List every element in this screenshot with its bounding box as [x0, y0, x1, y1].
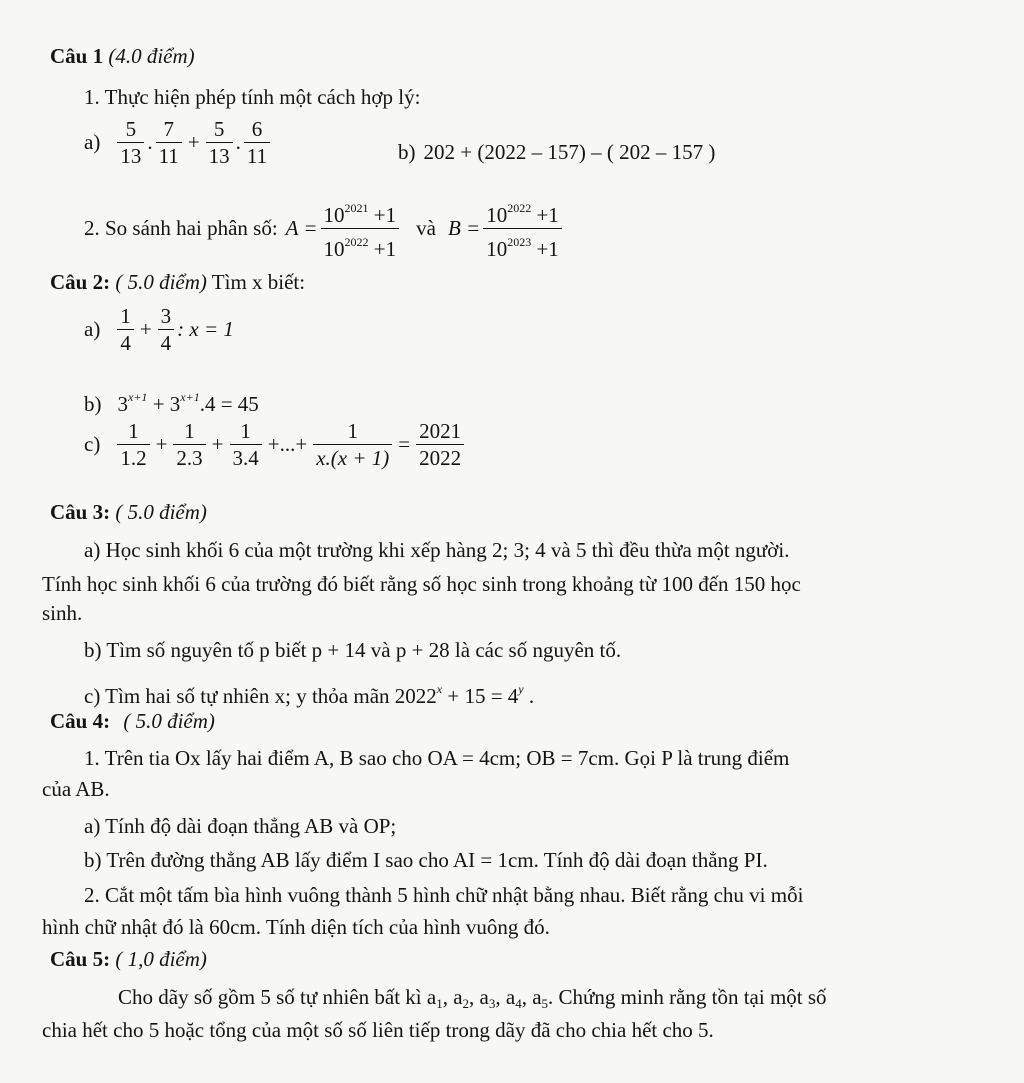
- q4-b-line: b) Trên đường thẳng AB lấy điểm I sao cho AI = 1cm. Tính độ dài đoạn thẳng PI.: [84, 848, 768, 872]
- q5-heading: [50, 947, 207, 971]
- q2-c-label: c): [84, 432, 101, 456]
- q2-a-tail: : x = 1: [177, 317, 234, 341]
- q1-A-lhs: A =: [285, 216, 318, 240]
- q1-B-lhs: B =: [447, 216, 481, 240]
- q3-b-line: b) Tìm số nguyên tố p biết p + 14 và p + 28 là các số nguyên tố.: [84, 638, 622, 662]
- q5-line1: Cho dãy số gồm 5 số tự nhiên bất kì $a_1$, $a_2$, $a_3$, $a_4$, $a_5$. Chứng minh rằng tồn tại một số: [118, 985, 827, 1011]
- q4-a-line: a) Tính độ dài đoạn thẳng AB và OP;: [84, 814, 397, 838]
- q5-line2: chia hết cho 5 hoặc tổng của một số số liên tiếp trong dãy đã cho chia hết cho 5.: [42, 1018, 714, 1042]
- q4-p1-line1: 1. Trên tia Ox lấy hai điểm A, B sao cho OA = 4cm; OB = 7cm. Gọi P là trung điểm: [84, 746, 790, 770]
- q4-header: Câu 4:: [50, 709, 111, 733]
- q2-b-expression: b) $3^{x+1} + 3^{x+1}.4 = 45$: [84, 390, 259, 416]
- q2-a-frac2: $\frac{3}{4}$: [158, 305, 175, 354]
- q2-b-label: b): [84, 392, 102, 416]
- q1-a-expression: [84, 118, 273, 167]
- q1-a-frac3: $\frac{5}{13}$: [206, 118, 233, 167]
- q2-a-expression: [84, 305, 234, 354]
- q1-A-fraction: $\frac{10^{2021} +1}{10^{2022} +1}$: [321, 197, 400, 260]
- q3-c-line: c) Tìm hai số tự nhiên x; y thỏa mãn $2022^x + 15 = 4^y$ .: [84, 682, 535, 708]
- q2-points: ( 5.0 điểm): [115, 270, 207, 294]
- q3-header: Câu 3:: [50, 500, 111, 524]
- q1-item2-expression: [84, 197, 565, 260]
- q3-points: ( 5.0 điểm): [115, 500, 207, 524]
- q1-and: và: [416, 216, 436, 240]
- q1-points: (4.0 điểm): [108, 44, 195, 68]
- q4-heading: [50, 709, 215, 733]
- q2-header: Câu 2:: [50, 270, 111, 294]
- q2-heading: [50, 270, 305, 294]
- q2-task: Tìm x biết:: [206, 270, 306, 294]
- q2-a-label: a): [84, 317, 101, 341]
- q1-a-plus: +: [187, 130, 200, 154]
- q1-a-label: a): [84, 130, 101, 154]
- q3-a-line3: sinh.: [42, 601, 83, 625]
- q1-heading: [50, 44, 195, 68]
- q4-p1-line2: của AB.: [42, 777, 110, 801]
- q5-points: ( 1,0 điểm): [115, 947, 207, 971]
- q3-a-line2: Tính học sinh khối 6 của trường đó biết rằng số học sinh trong khoảng từ 100 đến 150 học: [42, 572, 801, 596]
- q4-p2-line1: 2. Cắt một tấm bìa hình vuông thành 5 hình chữ nhật bằng nhau. Biết rằng chu vi mỗi: [84, 883, 804, 907]
- q1-B-fraction: $\frac{10^{2022} +1}{10^{2023} +1}$: [483, 197, 562, 260]
- q1-a-frac1: $\frac{5}{13}$: [117, 118, 144, 167]
- q1-b-label: b): [398, 140, 416, 164]
- q1-item1: 1. Thực hiện phép tính một cách hợp lý:: [84, 85, 421, 109]
- q2-c-frac4: $\frac{1}{x.(x + 1)}$: [313, 420, 392, 469]
- q2-a-plus: +: [139, 317, 152, 341]
- q1-a-frac4: $\frac{6}{11}$: [244, 118, 270, 167]
- q1-item2-text: 2. So sánh hai phân số:: [84, 216, 278, 240]
- q2-c-frac2: $\frac{1}{2.3}$: [173, 420, 205, 469]
- q2-c-frac1: $\frac{1}{1.2}$: [117, 420, 149, 469]
- q2-c-expression: c) $\frac{1}{1.2}$ + $\frac{1}{2.3}$ + $\frac{1}{3.4}$ +...+ $\frac{1}{x.(x + 1)}$ = $\frac{2021}{2022}$: [84, 420, 467, 469]
- q2-a-frac1: $\frac{1}{4}$: [117, 305, 134, 354]
- q1-a-dot2: .: [235, 130, 241, 154]
- q5-header: Câu 5:: [50, 947, 111, 971]
- q3-a-line1: a) Học sinh khối 6 của một trường khi xếp hàng 2; 3; 4 và 5 thì đều thừa một người.: [84, 538, 790, 562]
- q4-points: ( 5.0 điểm): [123, 709, 215, 733]
- q2-c-frac3: $\frac{1}{3.4}$: [230, 420, 262, 469]
- q2-c-frac5: $\frac{2021}{2022}$: [416, 420, 464, 469]
- q3-heading: [50, 500, 207, 524]
- q1-a-dot1: .: [147, 130, 153, 154]
- q2-c-ellipsis: +...+: [267, 432, 308, 456]
- q1-header: Câu 1: [50, 44, 104, 68]
- q1-a-frac2: $\frac{7}{11}$: [156, 118, 182, 167]
- q1-b-expression: [398, 140, 715, 164]
- q1-b-expr: 202 + (2022 – 157) – ( 202 – 157 ): [423, 140, 716, 164]
- q4-p2-line2: hình chữ nhật đó là 60cm. Tính diện tích của hình vuông đó.: [42, 915, 550, 939]
